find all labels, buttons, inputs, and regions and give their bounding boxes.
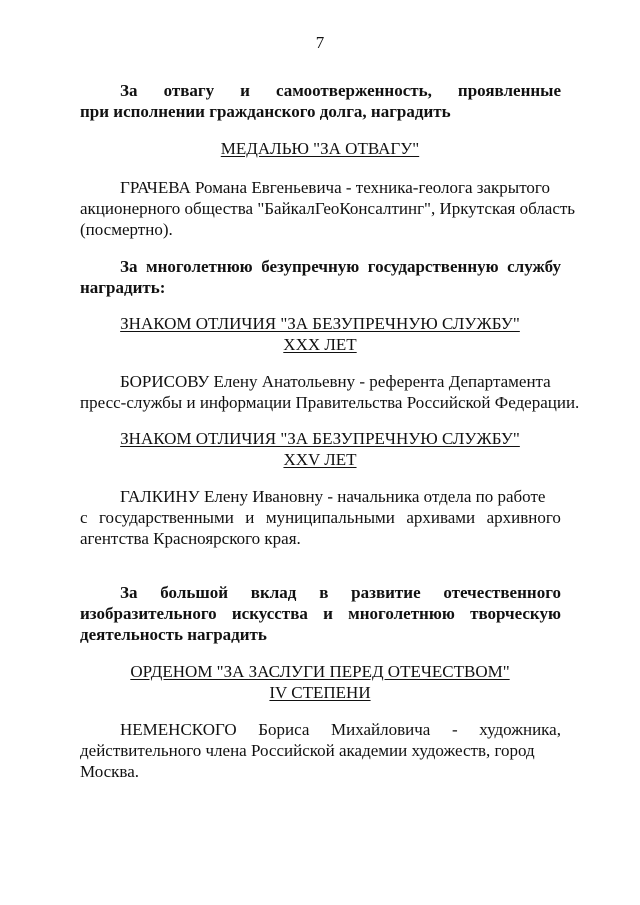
award-title-line: XXX ЛЕТ <box>283 335 357 354</box>
word: государственную <box>367 257 499 276</box>
word: Бориса <box>258 720 310 739</box>
word: отвагу <box>163 81 215 100</box>
word: искусства <box>231 604 308 623</box>
word: и <box>245 508 255 527</box>
award-title-line: XXV ЛЕТ <box>283 450 357 469</box>
word: НЕМЕНСКОГО <box>120 720 237 739</box>
word: безупречную <box>261 257 360 276</box>
word: За <box>120 81 138 100</box>
section1-person <box>80 177 576 240</box>
section2-award2-title <box>0 428 640 470</box>
word: многолетнюю <box>146 257 253 276</box>
word: и <box>240 81 250 100</box>
section2-person1-line1: БОРИСОВУ Елену Анатольевну - референта Департамента <box>120 372 551 391</box>
word: архивного <box>486 508 561 527</box>
award-title-line: МЕДАЛЬЮ "ЗА ОТВАГУ" <box>220 139 420 158</box>
section2-person2-line1: ГАЛКИНУ Елену Ивановну - начальника отдела по работе <box>120 487 546 506</box>
section3-preamble <box>80 582 561 645</box>
word: многолетнюю <box>348 604 455 623</box>
word: развитие <box>351 583 421 602</box>
word: муниципальными <box>265 508 395 527</box>
section3-person-line1 <box>80 719 561 740</box>
section2-award1-title <box>0 313 640 355</box>
award-title-line: ЗНАКОМ ОТЛИЧИЯ "ЗА БЕЗУПРЕЧНУЮ СЛУЖБУ" <box>120 429 520 448</box>
section1-preamble <box>80 80 561 122</box>
award-title-line: ОРДЕНОМ "ЗА ЗАСЛУГИ ПЕРЕД ОТЕЧЕСТВОМ" <box>130 662 510 681</box>
section2-person2-line3: агентства Красноярского края. <box>80 529 301 548</box>
section1-preamble-line1 <box>80 80 561 101</box>
word: службу <box>507 257 561 276</box>
section2-person2 <box>80 486 561 549</box>
section3-preamble-line2 <box>80 603 561 624</box>
section1-person-line1: ГРАЧЕВА Романа Евгеньевича - техника-геолога закрытого <box>120 178 550 197</box>
section2-person1 <box>80 371 580 413</box>
word: большой <box>160 583 228 602</box>
word: художника, <box>479 720 561 739</box>
section3-person-line3: Москва. <box>80 762 140 781</box>
word: За <box>120 257 138 276</box>
award-title-line: ЗНАКОМ ОТЛИЧИЯ "ЗА БЕЗУПРЕЧНУЮ СЛУЖБУ" <box>120 314 520 333</box>
award-title-line: IV СТЕПЕНИ <box>269 683 371 702</box>
section1-preamble-line2: при исполнении гражданского долга, наградить <box>80 102 451 121</box>
section3-person <box>80 719 561 782</box>
section3-preamble-line1 <box>80 582 561 603</box>
word: с <box>80 508 88 527</box>
page-number: 7 <box>315 33 325 52</box>
word: проявленные <box>457 81 561 100</box>
word: За <box>120 583 138 602</box>
word: отечественного <box>443 583 561 602</box>
section2-preamble-line1 <box>80 256 561 277</box>
section3-award-title <box>0 661 640 703</box>
word: изобразительного <box>80 604 217 623</box>
section3-preamble-line3: деятельность наградить <box>80 625 267 644</box>
word: государственными <box>98 508 234 527</box>
word: архивами <box>406 508 476 527</box>
word: и <box>323 604 333 623</box>
section1-person-line2: акционерного общества "БайкалГеоКонсалтинг", Иркутская область <box>80 199 576 218</box>
word: творческую <box>470 604 561 623</box>
section1-person-line3: (посмертно). <box>80 220 173 239</box>
section3-person-line2: действительного члена Российской академии художеств, город <box>80 741 535 760</box>
section2-person1-line2: пресс-службы и информации Правительства Российской Федерации. <box>80 393 580 412</box>
section1-award-title <box>0 138 640 159</box>
word: самоотверженность, <box>276 81 432 100</box>
section2-preamble <box>80 256 561 298</box>
word: Михайловича <box>331 720 431 739</box>
word: вклад <box>250 583 297 602</box>
section2-preamble-line2: наградить: <box>80 278 166 297</box>
section2-person2-line2 <box>80 507 561 528</box>
word: в <box>319 583 329 602</box>
word: - <box>451 720 458 739</box>
